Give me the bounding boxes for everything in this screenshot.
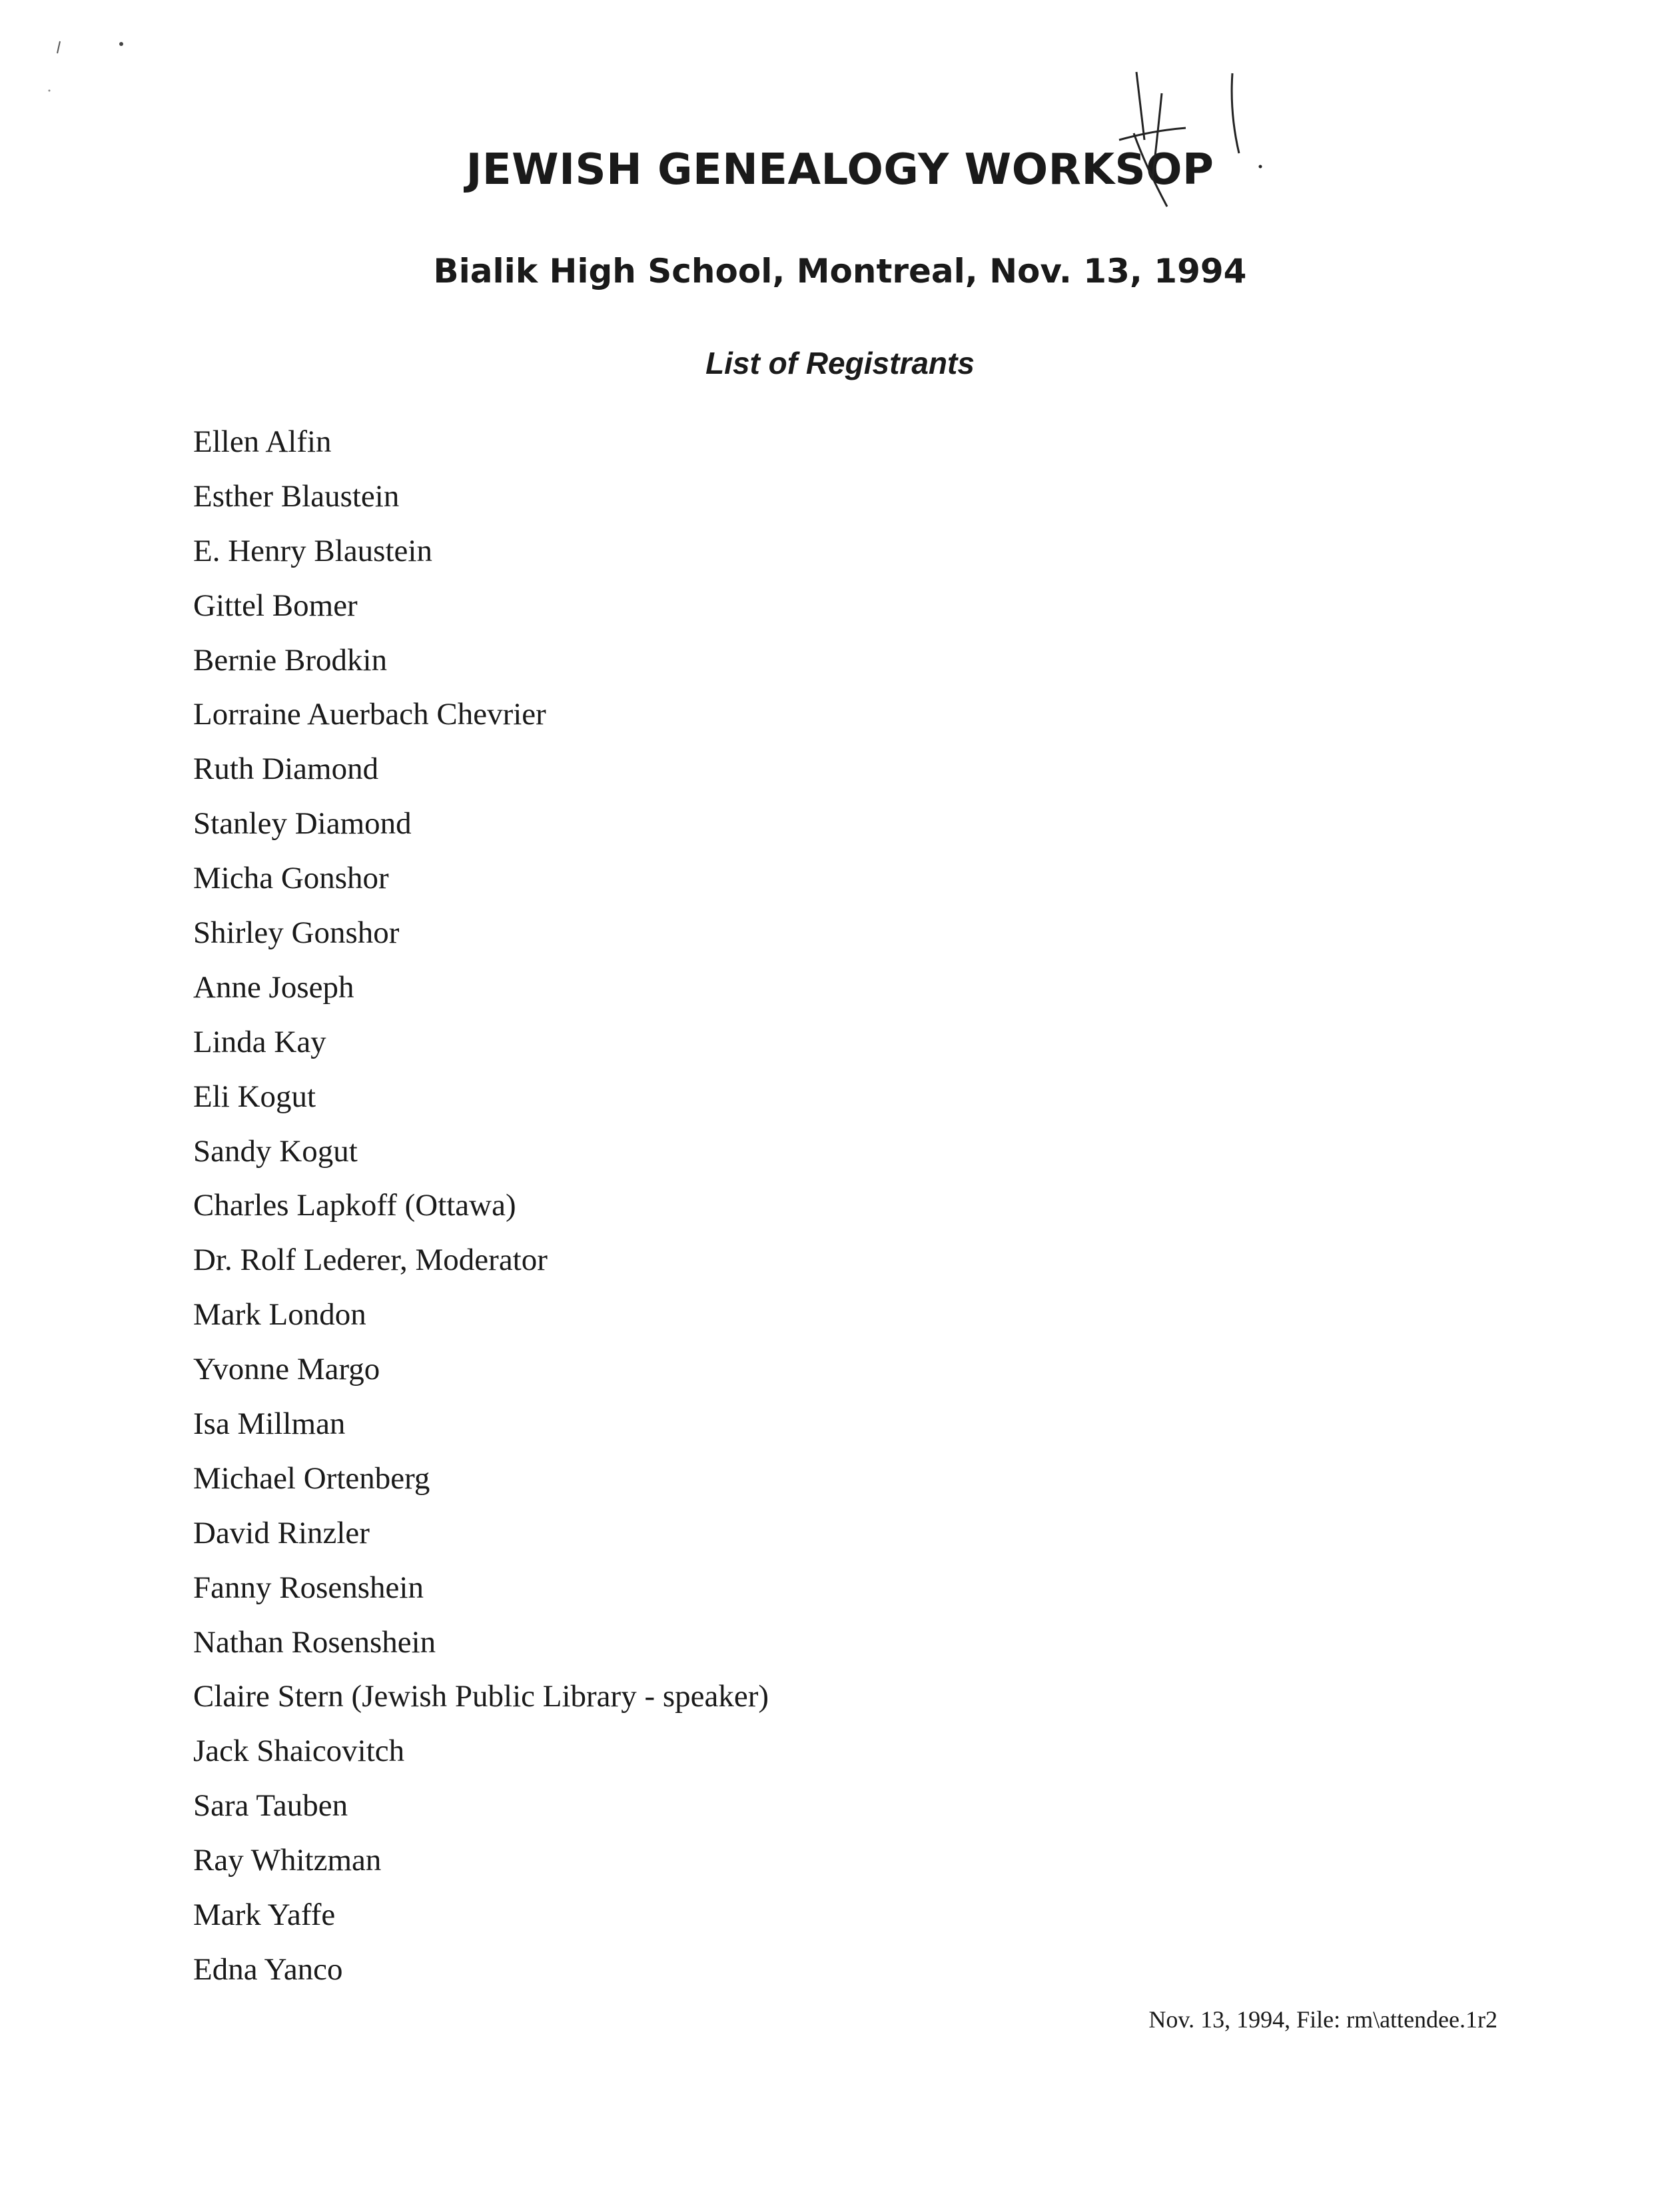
list-item: Ellen Alfin [193,424,332,459]
registrant-list [193,418,769,2001]
scan-specks [40,27,147,107]
list-item: Anne Joseph [193,969,354,1005]
list-item: Sara Tauben [193,1788,348,1824]
list-item: Mark Yaffe [193,1898,336,1933]
list-item: David Rinzler [193,1515,370,1550]
list-item: Jack Shaicovitch [193,1734,405,1769]
list-heading: List of Registrants [705,346,975,380]
list-item: Bernie Brodkin [193,642,388,678]
file-reference-footer: Nov. 13, 1994, File: rm\attendee.1r2 [1148,2006,1497,2033]
list-item: Linda Kay [193,1024,326,1059]
handwritten-annotation-mark [1106,67,1279,240]
list-item: Ray Whitzman [193,1843,382,1878]
list-item: Mark London [193,1297,366,1333]
list-item: Nathan Rosenshein [193,1624,436,1660]
list-item: Yvonne Margo [193,1352,380,1387]
list-item: Claire Stern (Jewish Public Library - speaker) [193,1679,769,1714]
list-item: Fanny Rosenshein [193,1570,424,1605]
list-item: E. Henry Blaustein [193,533,432,568]
list-item: Ruth Diamond [193,752,379,787]
list-item: Esther Blaustein [193,478,400,514]
list-item: Stanley Diamond [193,806,412,841]
list-item: Shirley Gonshor [193,915,400,951]
list-item: Michael Ortenberg [193,1460,430,1496]
list-item: Sandy Kogut [193,1133,358,1169]
list-item: Micha Gonshor [193,861,389,896]
list-item: Isa Millman [193,1406,346,1442]
list-item: Charles Lapkoff (Ottawa) [193,1188,516,1223]
list-item: Gittel Bomer [193,588,358,623]
list-item: Lorraine Auerbach Chevrier [193,697,546,732]
list-item: Dr. Rolf Lederer, Moderator [193,1243,548,1278]
list-item: Edna Yanco [193,1951,343,1987]
document-title: JEWISH GENEALOGY WORKSOP [466,145,1214,195]
document-subtitle: Bialik High School, Montreal, Nov. 13, 1994 [433,252,1247,290]
list-item: Eli Kogut [193,1079,316,1114]
